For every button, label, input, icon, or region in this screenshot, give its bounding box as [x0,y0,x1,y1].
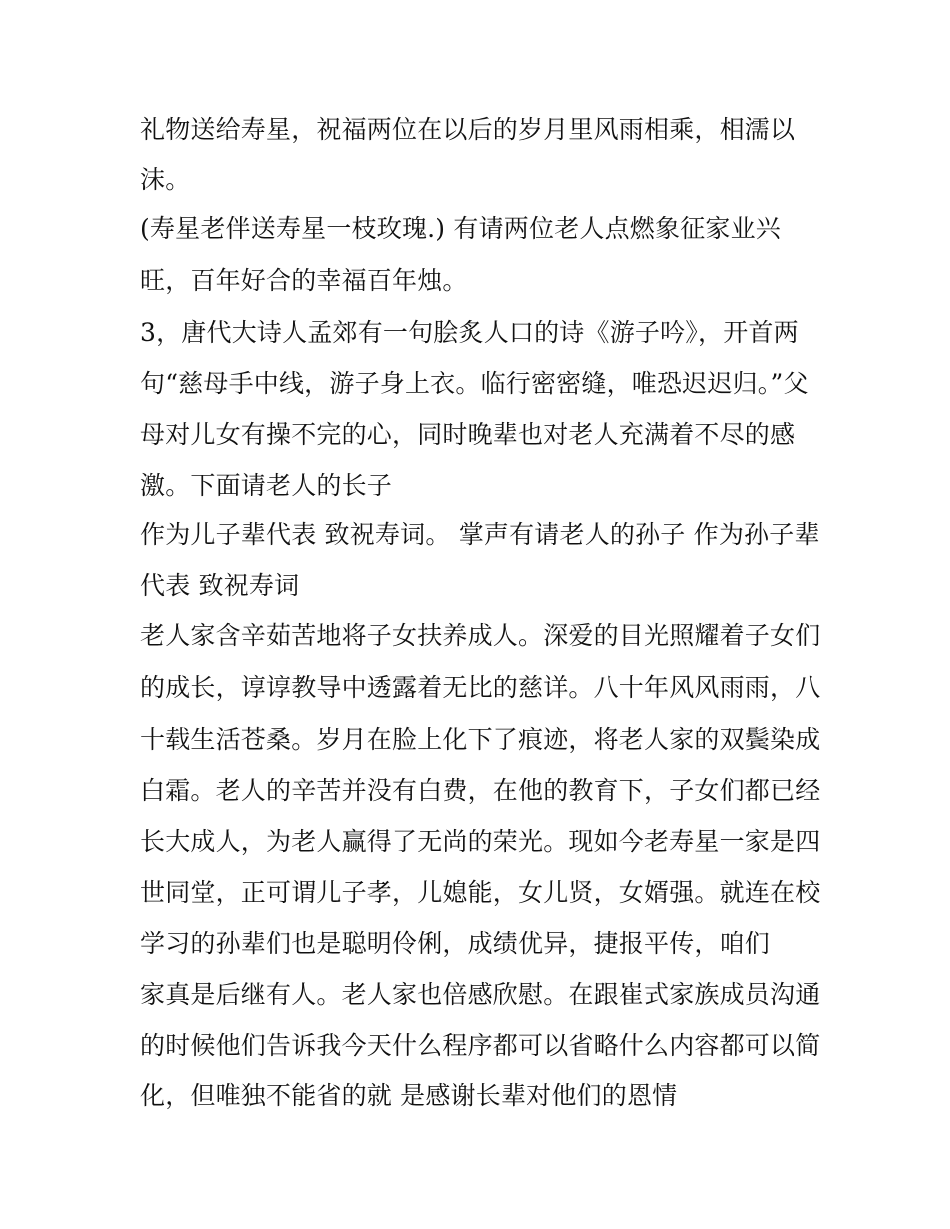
text-line: 沫。 [140,165,191,194]
text-line: (寿星老伴送寿星一枝玫瑰.) 有请两位老人点燃象征家业兴 [140,214,782,243]
text-line: 白霜。老人的辛苦并没有白费，在他的教育下，子女们都已经 [140,776,821,805]
text-line: 激。下面请老人的长子 [140,471,393,500]
text-line: 3，唐代大诗人孟郊有一句脍炙人口的诗《游子吟》，开首两 [140,318,799,347]
text-line: 学习的孙辈们也是聪明伶俐，成绩优异，捷报平传，咱们 [140,929,771,958]
text-line: 长大成人，为老人赢得了无尚的荣光。现如今老寿星一家是四 [140,827,821,856]
text-line: 母对儿女有操不完的心，同时晚辈也对老人充满着不尽的感 [140,420,796,449]
text-line: 作为儿子辈代表 致祝寿词。 掌声有请老人的孙子 作为孙子辈 [140,520,820,549]
text-line: 化，但唯独不能省的就 是感谢长辈对他们的恩情 [140,1081,678,1110]
text-line: 的时候他们告诉我今天什么程序都可以省略什么内容都可以简 [140,1031,821,1060]
text-line: 的成长，谆谆教导中透露着无比的慈详。八十年风风雨雨，八 [140,673,821,702]
text-line: 世同堂，正可谓儿子孝，儿媳能，女儿贤，女婿强。就连在校 [140,878,821,907]
text-line: 礼物送给寿星，祝福两位在以后的岁月里风雨相乘，相濡以 [140,115,796,144]
text-line: 老人家含辛茹苦地将子女扶养成人。深爱的目光照耀着子女们 [140,621,821,650]
text-line: 十载生活苍桑。岁月在脸上化下了痕迹，将老人家的双鬓染成 [140,725,821,754]
text-line: 家真是后继有人。老人家也倍感欣慰。在跟崔式家族成员沟通 [140,980,821,1009]
text-line: 旺，百年好合的幸福百年烛。 [140,266,468,295]
text-line: 代表 致祝寿词 [140,571,300,600]
text-line: 句“慈母手中线，游子身上衣。临行密密缝，唯恐迟迟归。”父 [140,369,809,398]
